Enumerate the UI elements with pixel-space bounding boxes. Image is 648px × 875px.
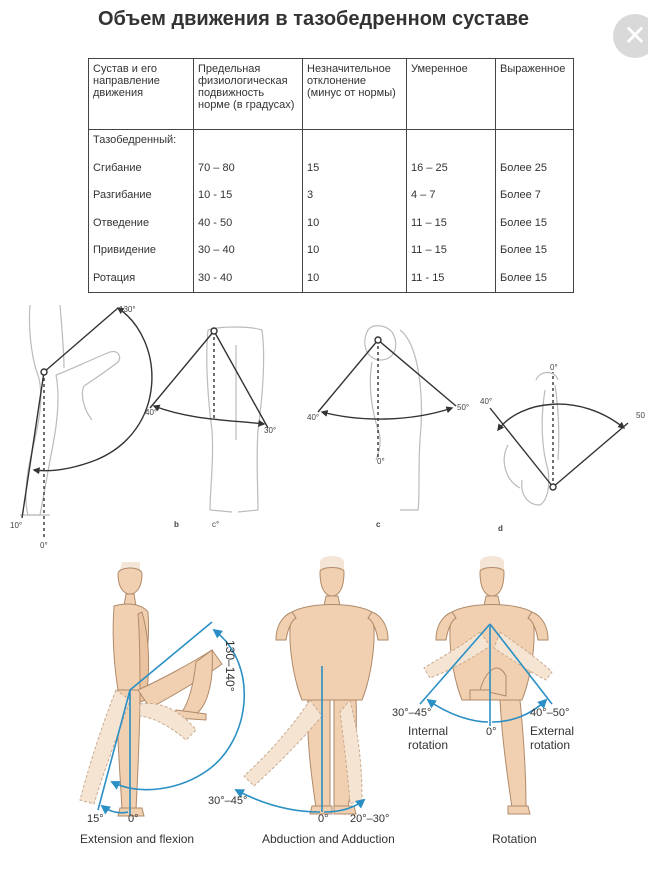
table-row <box>89 237 574 265</box>
table-header-row <box>89 59 574 130</box>
sketch-d-angle-left: 40° <box>480 397 493 406</box>
sketch-a-angle-top: 130° <box>119 305 136 314</box>
flexion-angle-range: 130–140° <box>223 640 237 692</box>
sketch-a-flexion <box>20 305 120 515</box>
joint-label: Тазобедренный: <box>89 130 194 155</box>
table-cell: 70 – 80 <box>194 154 303 182</box>
sketch-a-angle-bottom: 10° <box>10 521 23 530</box>
table-cell: 40 - 50 <box>194 209 303 237</box>
sketch-d-letter: d <box>498 524 503 533</box>
sketch-c-angle-right: 50° <box>457 403 470 412</box>
sketch-b-angles <box>150 328 268 428</box>
flexion-angle-ext: 15° <box>87 813 104 825</box>
table-cell: 11 – 15 <box>407 209 496 237</box>
rotation-angle-right: 40°–50° <box>530 707 570 719</box>
header-joint: Сустав и его направление движения <box>89 59 194 130</box>
table-cell: 11 – 15 <box>407 237 496 265</box>
abduction-angle-right: 20°–30° <box>350 813 390 825</box>
sketch-c-angle-left: 40° <box>307 413 320 422</box>
sketch-d-angle-zero: 0° <box>550 363 558 372</box>
table-row <box>89 209 574 237</box>
table-cell: Ротация <box>89 264 194 292</box>
table-cell: 16 – 25 <box>407 154 496 182</box>
rotation-caption: Rotation <box>492 832 537 846</box>
table-cell: Более 7 <box>496 182 574 210</box>
sketch-a-angle-zero: 0° <box>40 541 48 550</box>
abduction-angle-zero: 0° <box>318 813 329 825</box>
abduction-angle-left: 30°–45° <box>208 795 248 807</box>
table-cell: 3 <box>303 182 407 210</box>
table-cell: 10 <box>303 237 407 265</box>
rotation-angle-zero: 0° <box>486 726 497 738</box>
figure-abduction <box>244 556 388 814</box>
table-cell: 30 - 40 <box>194 264 303 292</box>
flexion-caption: Extension and flexion <box>80 832 195 846</box>
table-cell: 4 – 7 <box>407 182 496 210</box>
close-icon[interactable]: ✕ <box>613 14 648 58</box>
illustrations <box>0 296 648 875</box>
rotation-label-left-1: Internal <box>408 724 449 738</box>
table-row <box>89 154 574 182</box>
table-row <box>89 264 574 292</box>
table-cell: 10 <box>303 209 407 237</box>
table-cell: Более 25 <box>496 154 574 182</box>
sketch-c-angles <box>318 337 456 460</box>
sketch-c-letter: c <box>376 520 381 529</box>
abduction-caption: Abduction and Adduction <box>262 832 395 846</box>
header-severe: Выраженное <box>496 59 574 130</box>
table-row <box>89 130 574 155</box>
range-of-motion-table <box>88 58 574 293</box>
table-cell: 30 – 40 <box>194 237 303 265</box>
sketch-d-angle-right: 50 <box>636 411 645 420</box>
table-cell: 10 <box>303 264 407 292</box>
rotation-label-right-1: External <box>530 724 575 738</box>
table-cell: Более 15 <box>496 264 574 292</box>
sketch-c-angle-zero: 0° <box>377 457 385 466</box>
sketch-b-letter-2: c° <box>212 520 220 529</box>
table-cell: Более 15 <box>496 209 574 237</box>
table-cell: Привидение <box>89 237 194 265</box>
table-cell: Более 15 <box>496 237 574 265</box>
rotation-label-right-2: rotation <box>530 738 571 752</box>
table-cell: 11 - 15 <box>407 264 496 292</box>
sketch-b-letter: b <box>174 520 179 529</box>
flexion-angle-zero: 0° <box>128 813 139 825</box>
table-cell: Отведение <box>89 209 194 237</box>
header-slight: Незначительное отклонение (минус от нормы) <box>303 59 407 130</box>
header-norm: Предельная физиологическая подвижность норме (в градусах) <box>194 59 303 130</box>
figure-rotation <box>424 556 552 814</box>
sketch-b-angle-left: 40° <box>145 408 158 417</box>
page-title: Объем движения в тазобедренном суставе <box>98 8 529 30</box>
sketch-b-angle-right: 30° <box>264 426 277 435</box>
rotation-angle-left: 30°–45° <box>392 707 432 719</box>
figure-flexion <box>80 562 222 816</box>
rotation-label-left-2: rotation <box>408 738 449 752</box>
table-cell: 10 - 15 <box>194 182 303 210</box>
table-cell: Разгибание <box>89 182 194 210</box>
table-cell: 15 <box>303 154 407 182</box>
header-moderate: Умеренное <box>407 59 496 130</box>
table-row <box>89 182 574 210</box>
table-cell: Сгибание <box>89 154 194 182</box>
